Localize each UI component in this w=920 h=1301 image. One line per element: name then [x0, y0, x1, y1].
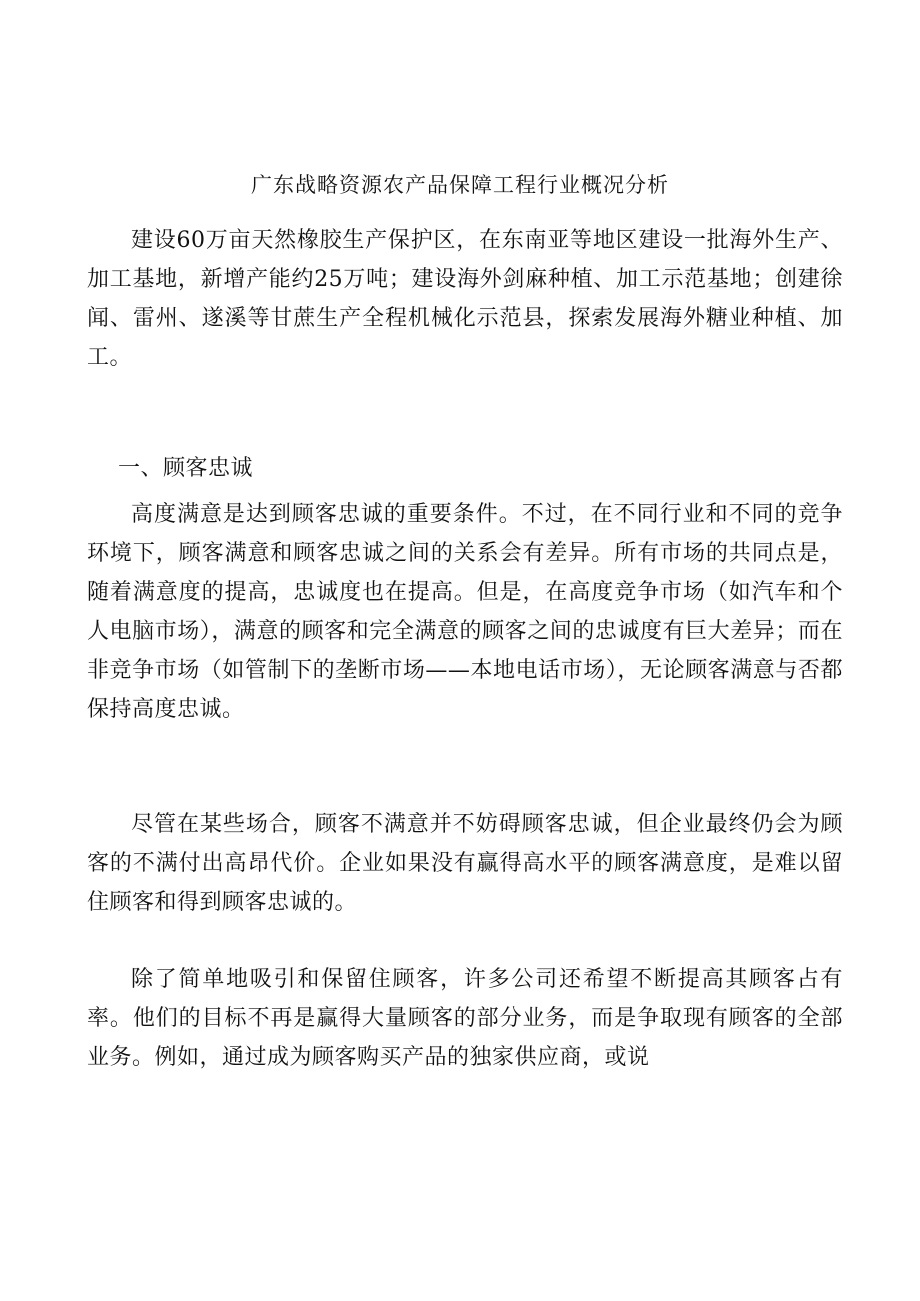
paragraph-satisfaction-loyalty: 高度满意是达到顾客忠诚的重要条件。不过，在不同行业和不同的竞争环境下，顾客满意和顾客忠诚之间的关系会有差异。所有市场的共同点是，随着满意度的提高，忠诚度也在提高。但是，在高度竞争市场（如汽车和个人电脑市场），满意的顾客和完全满意的顾客之间的忠诚度有巨大差异；而在非竞争市场（如管制下的垄断市场——本地电话市场），无论顾客满意与否都保持高度忠诚。	[87, 502, 843, 722]
document-title: 广东战略资源农产品保障工程行业概况分析	[251, 173, 669, 197]
paragraph-rubber-sugar-base: 建设60万亩天然橡胶生产保护区，在东南亚等地区建设一批海外生产、加工基地，新增产能约25万吨；建设海外剑麻种植、加工示范基地；创建徐闻、雷州、遂溪等甘蔗生产全程机械化示范县，探索发展海外糖业种植、加工。	[87, 228, 843, 370]
section-heading-customer-loyalty: 一、顾客忠诚	[118, 456, 254, 481]
paragraph-dissatisfaction-cost: 尽管在某些场合，顾客不满意并不妨碍顾客忠诚，但企业最终仍会为顾客的不满付出高昂代价。企业如果没有赢得高水平的顾客满意度，是难以留住顾客和得到顾客忠诚的。	[87, 812, 843, 915]
paragraph-customer-share: 除了简单地吸引和保留住顾客，许多公司还希望不断提高其顾客占有率。他们的目标不再是赢得大量顾客的部分业务，而是争取现有顾客的全部业务。例如，通过成为顾客购买产品的独家供应商，或说	[87, 967, 843, 1070]
